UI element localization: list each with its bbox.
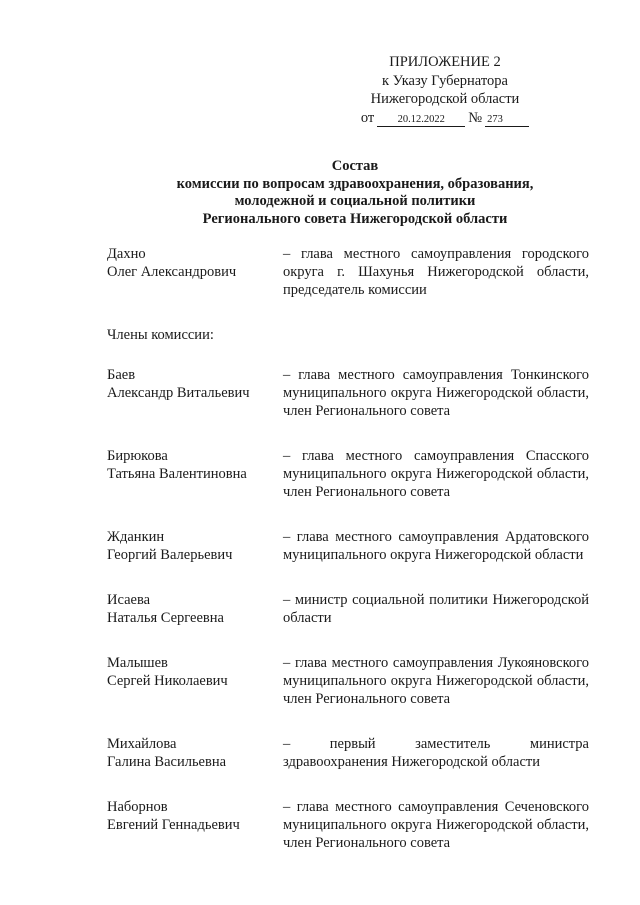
member-name [107, 735, 283, 771]
chair-surname: Дахно [107, 246, 146, 262]
member-role: – глава местного самоуправления Ардатовского муниципального округа Нижегородской области [283, 529, 589, 563]
member-name [107, 798, 283, 852]
commission-list [107, 245, 589, 879]
title-line-2: комиссии по вопросам здравоохранения, образования, [176, 175, 534, 192]
annex-date: 20.12.2022 [377, 113, 465, 127]
member-role: – глава местного самоуправления Спасского муниципального округа Нижегородской области, член Регионального совета [283, 448, 589, 500]
member-entry [107, 654, 589, 708]
annex-number-sign: № [468, 109, 483, 126]
member-name [107, 447, 283, 501]
chair-entry [107, 245, 589, 299]
member-surname: Михайлова [107, 736, 177, 752]
member-surname: Жданкин [107, 529, 165, 545]
member-surname: Исаева [107, 592, 151, 608]
member-role: – глава местного самоуправления Лукояновского муниципального округа Нижегородской области, член Регионального совета [283, 655, 589, 707]
chair-role: – глава местного самоуправления городского округа г. Шахунья Нижегородской области, председатель комиссии [283, 246, 589, 298]
member-name [107, 654, 283, 708]
title-line-1: Состав [331, 158, 379, 174]
member-role: – министр социальной политики Нижегородской области [283, 592, 589, 626]
member-given-name: Евгений Геннадьевич [107, 817, 240, 833]
member-entry [107, 447, 589, 501]
member-entry [107, 591, 589, 627]
member-entry [107, 798, 589, 852]
annex-date-line [360, 109, 530, 128]
title-line-4: Регионального совета Нижегородской области [202, 210, 508, 227]
annex-region: Нижегородской области [370, 91, 520, 107]
member-surname: Малышев [107, 655, 168, 671]
chair-name [107, 245, 283, 299]
document-title [110, 158, 600, 228]
member-entry [107, 735, 589, 771]
annex-from-label: от [360, 109, 375, 126]
members-label: Члены комиссии: [107, 327, 214, 343]
annex-title: ПРИЛОЖЕНИЕ 2 [389, 54, 501, 70]
member-surname: Наборнов [107, 799, 168, 815]
member-given-name: Георгий Валерьевич [107, 547, 233, 563]
member-surname: Баев [107, 367, 136, 383]
member-entry [107, 366, 589, 420]
member-given-name: Александр Витальевич [107, 385, 250, 401]
member-given-name: Татьяна Валентиновна [107, 466, 247, 482]
member-given-name: Сергей Николаевич [107, 673, 228, 689]
member-role: – глава местного самоуправления Тонкинского муниципального округа Нижегородской области, член Регионального совета [283, 367, 589, 419]
member-role: – первый заместитель министра здравоохранения Нижегородской области [283, 736, 589, 770]
member-name [107, 528, 283, 564]
annex-number: 273 [485, 113, 529, 127]
member-surname: Бирюкова [107, 448, 168, 464]
member-entry [107, 528, 589, 564]
annex-header [360, 53, 530, 127]
member-given-name: Наталья Сергеевна [107, 610, 224, 626]
title-line-3: молодежной и социальной политики [234, 193, 476, 209]
member-role: – глава местного самоуправления Сеченовского муниципального округа Нижегородской области, член Регионального совета [283, 799, 589, 851]
member-given-name: Галина Васильевна [107, 754, 227, 770]
member-name [107, 591, 283, 627]
annex-decree-ref: к Указу Губернатора [382, 72, 508, 89]
chair-given-name: Олег Александрович [107, 264, 237, 280]
member-name [107, 366, 283, 420]
